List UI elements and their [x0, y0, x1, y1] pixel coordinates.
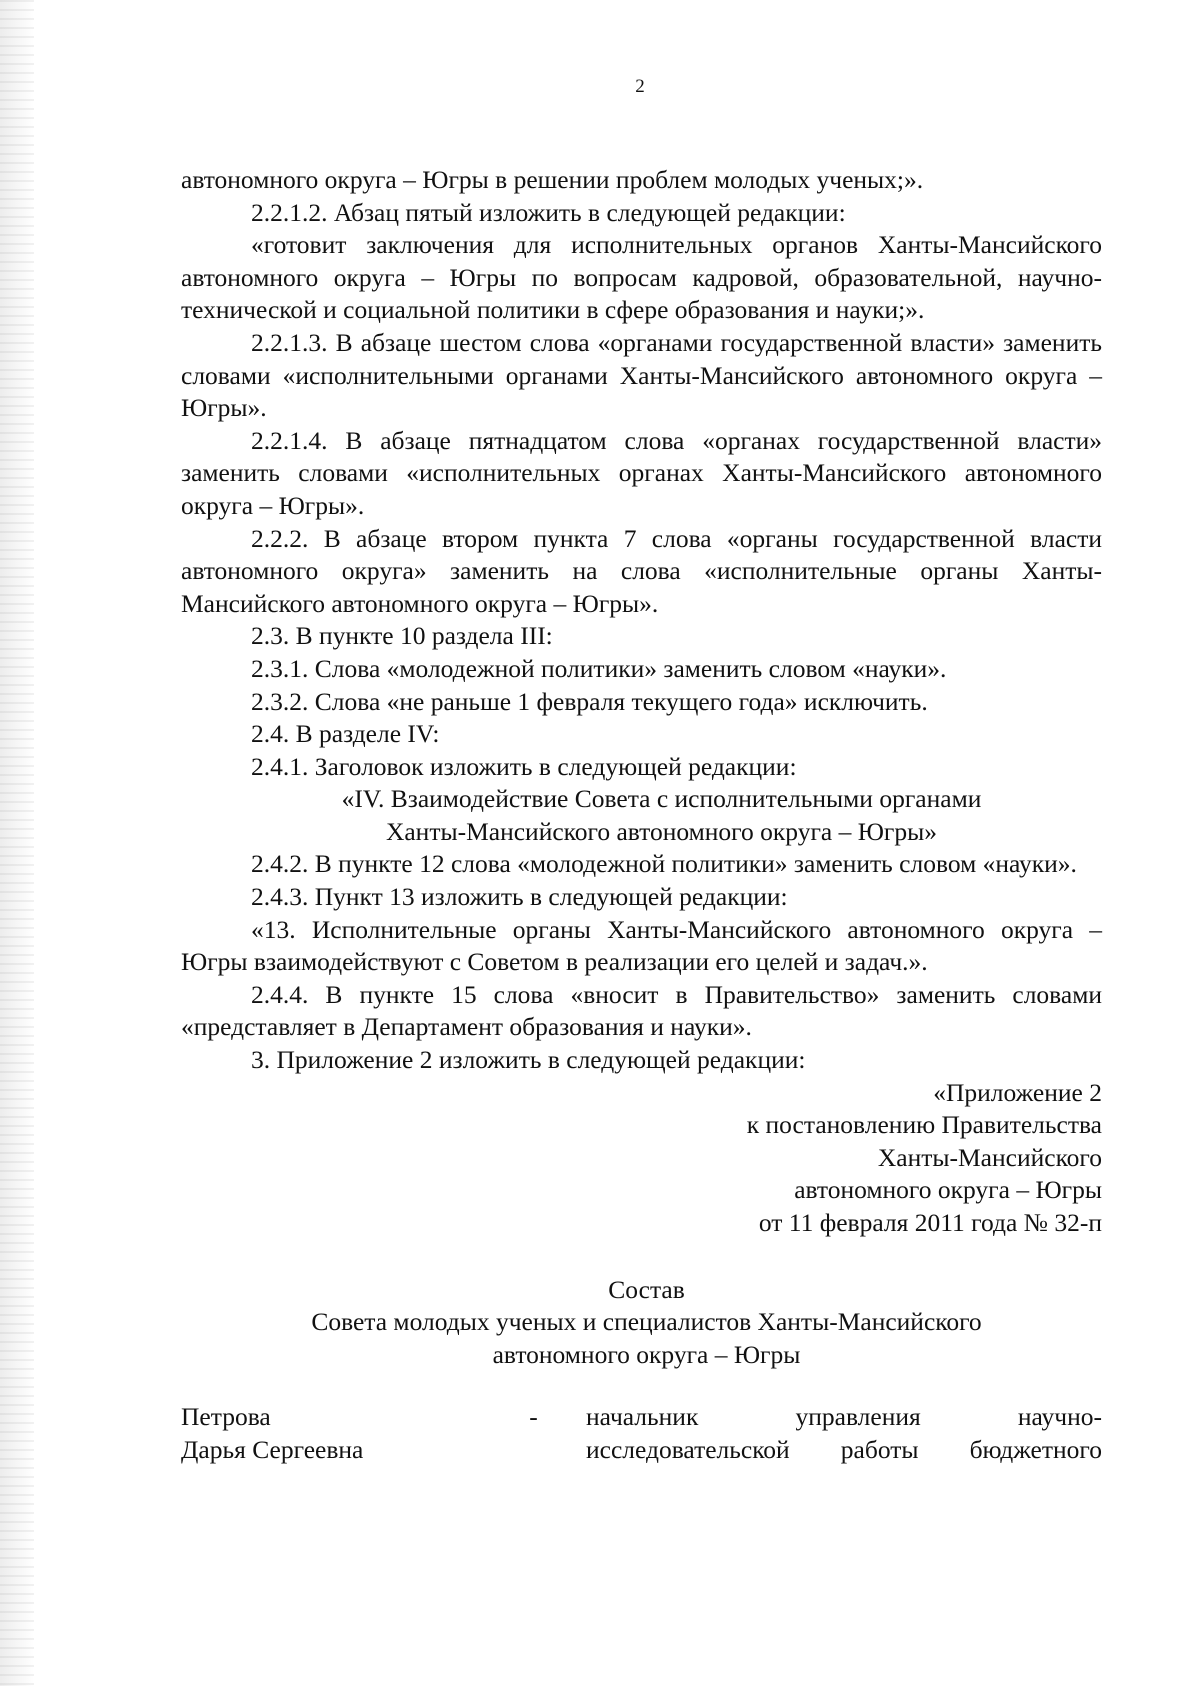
title-line: Состав [608, 1274, 685, 1304]
appendix-line: автономного округа – Югры [794, 1175, 1102, 1205]
paragraph: 2.4.1. Заголовок изложить в следующей редакции: [251, 751, 797, 781]
paragraph: 2.3.2. Слова «не раньше 1 февраля текущего года» исключить. [251, 686, 928, 716]
paragraph: 2.4. В разделе IV: [251, 719, 440, 749]
appendix-line: Ханты-Мансийского [877, 1142, 1102, 1172]
paragraph: «13. Исполнительные органы Ханты-Мансийского автономного округа – Югры взаимодействуют с Советом в реализации его целей и задач.». [181, 914, 1102, 977]
paragraph: автономного округа – Югры в решении проблем молодых ученых;». [181, 165, 924, 194]
paragraph: 2.2.1.4. В абзаце пятнадцатом слова «органах государственной власти» заменить словами «исполнительных органах Ханты-Мансийского автономного округа – Югры». [181, 425, 1102, 520]
paragraph: 2.4.2. В пункте 12 слова «молодежной политики» заменить словом «науки». [251, 849, 1077, 879]
member-name [181, 1401, 481, 1466]
paragraph: 2.2.1.3. В абзаце шестом слова «органами государственной власти» заменить словами «исполнительными органами Ханты-Мансийского автономного округа – Югры». [181, 327, 1102, 423]
paragraph: 2.2.2. В абзаце втором пункта 7 слова «органы государственной власти автономного округа» заменить на слова «исполнительные органы Ханты-Мансийского автономного округа – Югры». [181, 523, 1102, 618]
appendix-line: к постановлению Правительства [746, 1110, 1102, 1140]
title-line: автономного округа – Югры [492, 1339, 801, 1369]
composition-title [181, 1274, 1102, 1372]
member-position [586, 1401, 1102, 1466]
member-given-names: Дарья Сергеевна [181, 1434, 364, 1464]
scan-edge-shadow [0, 0, 34, 1686]
document-body [181, 164, 1102, 1467]
page-number: 2 [635, 76, 645, 97]
position-line: исследовательской работы бюджетного [586, 1434, 1102, 1464]
paragraph: «готовит заключения для исполнительных органов Ханты-Мансийского автономного округа – Югры по вопросам кадровой, образовательной, научно-технической и социальной политики в сфере образования и науки;». [181, 230, 1102, 325]
paragraph: 3. Приложение 2 изложить в следующей редакции: [251, 1045, 806, 1075]
position-line: начальник управления научно- [586, 1402, 1102, 1432]
paragraph: 2.3. В пункте 10 раздела III: [251, 621, 553, 651]
paragraph: 2.3.1. Слова «молодежной политики» заменить словом «науки». [251, 653, 947, 683]
paragraph: 2.4.4. В пункте 15 слова «вносит в Правительство» заменить словами «представляет в Департамент образования и науки». [181, 979, 1102, 1042]
paragraph: 2.2.1.2. Абзац пятый изложить в следующей редакции: [251, 197, 846, 227]
section-heading-line: Ханты-Мансийского автономного округа – Югры» [385, 816, 938, 846]
appendix-line: от 11 февраля 2011 года № 32-п [758, 1208, 1102, 1237]
appendix-header [181, 1077, 1102, 1240]
member-row [181, 1401, 1102, 1466]
member-dash: - [529, 1402, 538, 1432]
member-surname: Петрова [181, 1402, 271, 1432]
section-heading-line: «IV. Взаимодействие Совета с исполнительными органами [341, 784, 982, 814]
paragraph: 2.4.3. Пункт 13 изложить в следующей редакции: [251, 882, 788, 912]
title-line: Совета молодых ученых и специалистов Ханты-Мансийского [311, 1307, 982, 1337]
appendix-line: «Приложение 2 [933, 1077, 1102, 1107]
